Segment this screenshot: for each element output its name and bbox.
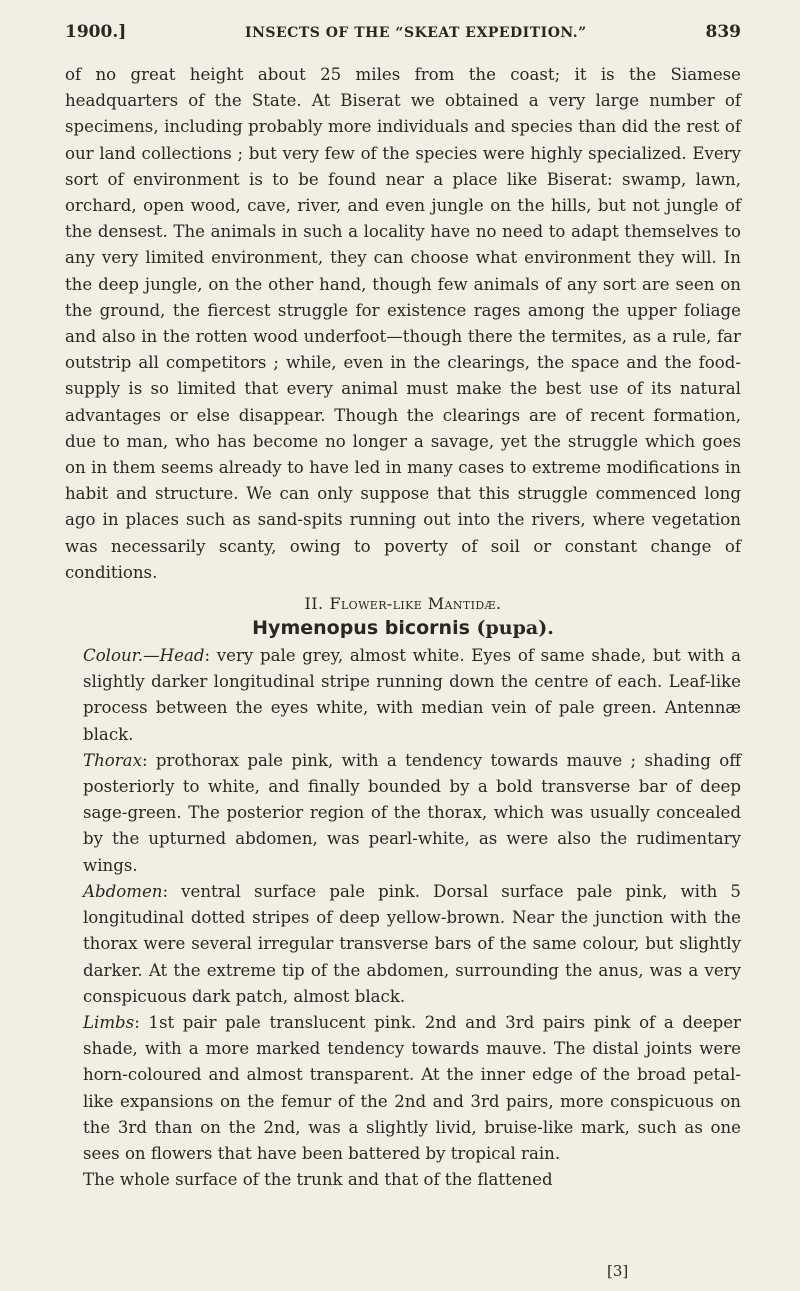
species-heading	[65, 617, 741, 639]
limbs-description	[65, 1010, 741, 1167]
section-number: II.	[304, 594, 324, 614]
abdomen-term: Abdomen	[83, 881, 163, 901]
thorax-text: : prothorax pale pink, with a tendency towards mauve ; shading off posteriorly to white, and finally bounded by a bold transverse bar of deep sage-green. The posterior region of the thorax, which was usually concealed by the upturned abdomen, was pearl-white, as were also the rudimentary wings.	[83, 750, 741, 875]
section-title: Flower-like Mantidæ.	[329, 594, 502, 614]
colour-term: Colour.—Head	[83, 646, 205, 666]
limbs-text: : 1st pair pale translucent pink. 2nd and 3rd pairs pink of a deeper shade, with a more marked tendency towards mauve. The distal joints were horn-coloured and almost transparent. At the inner edge of the broad petal-like expansions on the femur of the 2nd and 3rd pairs, more conspicuous on the 3rd than on the 2nd, was a slightly livid, bruise-like mark, such as one sees on flowers that have been battered by tropical rain.	[83, 1012, 741, 1163]
colour-description	[65, 643, 741, 748]
species-stage: (pupa).	[476, 617, 554, 640]
species-name: Hymenopus bicornis	[252, 617, 470, 640]
last-line: The whole surface of the trunk and that of the flattened	[83, 1170, 553, 1190]
colour-text: : very pale grey, almost white. Eyes of same shade, but with a slightly darker longitudinal stripe running down the centre of each. Leaf-like process between the eyes white, with median vein of pale green. Antennæ black.	[83, 646, 741, 744]
thorax-description	[65, 748, 741, 879]
limbs-term: Limbs	[83, 1012, 135, 1032]
paragraph-1: of no great height about 25 miles from the coast; it is the Siamese headquarters of the State. At Biserat we obtained a very large number of specimens, including probably more individuals and species than did the rest of our land collections ; but very few of the species were highly specialized. Every sort of environment is to be found near a place like Biserat: swamp, lawn, orchard, open wood, cave, river, and even jungle on the hills, but not jungle of the densest. The animals in such a locality have no need to adapt themselves to any very limited environment, they can choose what environment they will. In the deep jungle, on the other hand, though few animals of any sort are seen on the ground, the fiercest struggle for existence rages among the upper foliage and also in the rotten wood underfoot—though there the termites, as a rule, far outstrip all competitors ; while, even in the clearings, the space and the food-supply is so limited that every animal must make the best use of its natural advantages or else disappear. Though the clearings are of recent formation, due to man, who has become no longer a savage, yet the struggle which goes on in them seems already to have led in many cases to extreme modifications in habit and structure. We can only suppose that this struggle commenced long ago in places such as sand-spits running out into the rivers, where vegetation was necessarily scanty, owing to poverty of soil or constant change of conditions.	[65, 65, 741, 582]
running-head	[65, 22, 741, 42]
page-number: 839	[705, 22, 741, 42]
thorax-term: Thorax	[83, 750, 142, 770]
page	[65, 22, 741, 1193]
abdomen-text: : ventral surface pale pink. Dorsal surface pale pink, with 5 longitudinal dotted stripes of deep yellow-brown. Near the junction with the thorax were several irregular transverse bars of the same colour, but slightly darker. At the extreme tip of the abdomen, surrounding the anus, was a very conspicuous dark patch, almost black.	[83, 881, 741, 1006]
signature-mark: [3]	[607, 1262, 629, 1280]
section-heading	[65, 594, 741, 613]
running-head-year: 1900.]	[65, 22, 127, 42]
running-head-title: INSECTS OF THE “SKEAT EXPEDITION.”	[245, 25, 587, 41]
abdomen-description	[65, 879, 741, 1010]
